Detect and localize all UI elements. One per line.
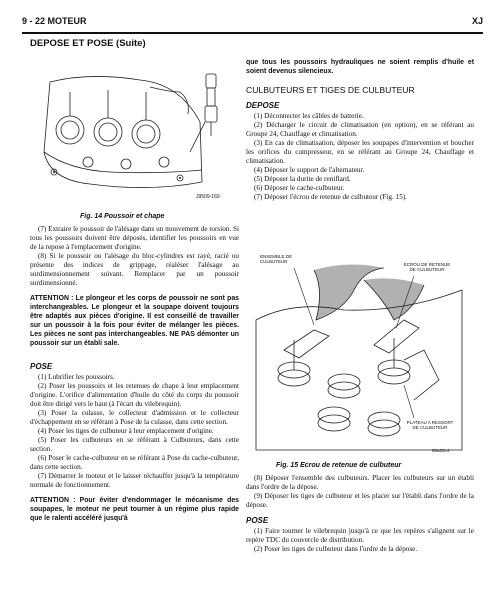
pose-step: (1) Lubrifier les poussoirs. xyxy=(38,373,115,381)
figure-15-code: 80a33c4 xyxy=(432,448,450,453)
figure-14 xyxy=(30,52,240,206)
figure-15-caption: Fig. 15 Ecrou de retenue de culbuteur xyxy=(276,462,402,469)
pose-heading: POSE xyxy=(246,516,269,525)
attention-note: ATTENTION : Le plongeur et les corps de poussoir ne sont pas interchangeables. Le plongeur et la soupape doivent toujours être adaptés aux pièces d'origine. Il est conseillé de travailler sur un poussoir à la fois pour éviter de mélanger les pièces. Les pièces ne sont pas interchangeables. NE PAS démonter un poussoir sur un établi sale. xyxy=(30,295,239,347)
figure-14-caption: Fig. 14 Poussoir et chape xyxy=(80,213,165,220)
depose-step: (8) Déposer l'ensemble des culbuteurs. Placer les culbuteurs sur un établi dans l'ordre de la dépose. xyxy=(246,474,474,491)
tappet-illustration xyxy=(30,52,240,206)
depose-step: (2) Décharger le circuit de climatisation (en option), en se référant au Groupe 24, Chauffage et climatisation. xyxy=(246,121,474,138)
depose-heading: DEPOSE xyxy=(246,101,280,110)
depose-step: (5) Déposer la durite de reniflard. xyxy=(254,175,351,183)
depose-step: (6) Déposer le cache-culbuteur. xyxy=(254,184,345,192)
figure-15 xyxy=(254,250,464,458)
section-title: DEPOSE ET POSE (Suite) xyxy=(30,38,146,49)
right-column-lower xyxy=(246,474,474,554)
depose-step: (7) Déposer l'écrou de retenue de culbuteur (Fig. 15). xyxy=(254,193,407,201)
depose-step: (4) Déposer le support de l'alternateur. xyxy=(254,166,365,174)
paragraph: (7) Extraire le poussoir de l'alésage dans un mouvement de torsion. Si tous les poussoirs doivent être déposés, identifier les poussoirs en vue de la repose à l'emplacement d'origine. xyxy=(30,225,239,251)
pose-step: (1) Faire tourner le vilebrequin jusqu'à ce que les repères s'alignent sur le repère TDC du couvercle de distribution. xyxy=(246,527,474,544)
attention-note: ATTENTION : Pour éviter d'endommager le mécanisme des soupapes, le moteur ne peut tourner à un régime plus rapide que le ralenti accéléré jusqu'à xyxy=(30,497,239,522)
label-ensemble-culbuteur: ENSEMBLE DE CULBUTEUR xyxy=(260,254,293,264)
paragraph: (8) Si le poussoir ou l'alésage du bloc-cylindres est rayé, racié ou présente des indices de grippage, réaléser l'alésage au surdimensionnement suivant. Remplacer par un poussoir surdimensionné. xyxy=(30,252,239,287)
pose-step: (6) Poser le cache-culbuteur en se référant à Pose du cache-culbuteur, dans cette section. xyxy=(30,454,239,471)
depose-step: (1) Déconnecter les câbles de batterie. xyxy=(254,112,364,120)
page-header xyxy=(22,14,483,34)
header-right: XJ xyxy=(471,16,483,26)
right-column xyxy=(246,58,474,202)
header-left: 9 - 22 MOTEUR xyxy=(22,16,87,26)
pose-step: (7) Démarrer le moteur et le laisser réchauffer jusqu'à la température normale de fonctionnement. xyxy=(30,472,239,489)
pose-step: (4) Poser les tiges de culbuteur à leur emplacement d'origine. xyxy=(38,427,214,435)
left-column xyxy=(30,225,239,523)
pose-step: (2) Poser les tiges de culbuteur dans l'ordre de la dépose. xyxy=(254,545,418,553)
figure-14-code: J9509-169 xyxy=(196,194,220,200)
label-ecrou-retenue: ECROU DE RETENUE DE CULBUTEUR xyxy=(403,262,451,272)
culbuteurs-heading: CULBUTEURS ET TIGES DE CULBUTEUR xyxy=(246,85,415,95)
label-plateau-ressort: PLATEAU A RESSORT DE CULBUTEUR xyxy=(406,420,454,430)
pose-step: (5) Poser les culbuteurs en se référant à Culbuteurs, dans cette section. xyxy=(30,436,239,453)
paragraph: que tous les poussoirs hydrauliques ne soient remplis d'huile et soient devenus silencieux. xyxy=(246,59,474,75)
depose-step: (3) En cas de climatisation, déposer les soupapes d'intervention et boucher les orifices du compresseur, en se référant au Groupe 24, Chauffage et climatisation. xyxy=(246,139,474,165)
pose-step: (2) Poser les poussoirs et les retenues de chape à leur emplacement d'origine. L'orifice d'alimentation d'huile du côté du corps du poussoir doit être dirigé vers le haut (à l'écart du vilebrequin). xyxy=(30,382,239,408)
depose-step: (9) Déposer les tiges de culbuteur et les placer sur l'établi dans l'ordre de la dépose. xyxy=(246,492,474,509)
pose-step: (3) Poser la culasse, le collecteur d'admission et le collecteur d'échappement en se référant à Pose de la culasse, dans cette section. xyxy=(30,409,239,426)
pose-heading: POSE xyxy=(30,362,53,371)
